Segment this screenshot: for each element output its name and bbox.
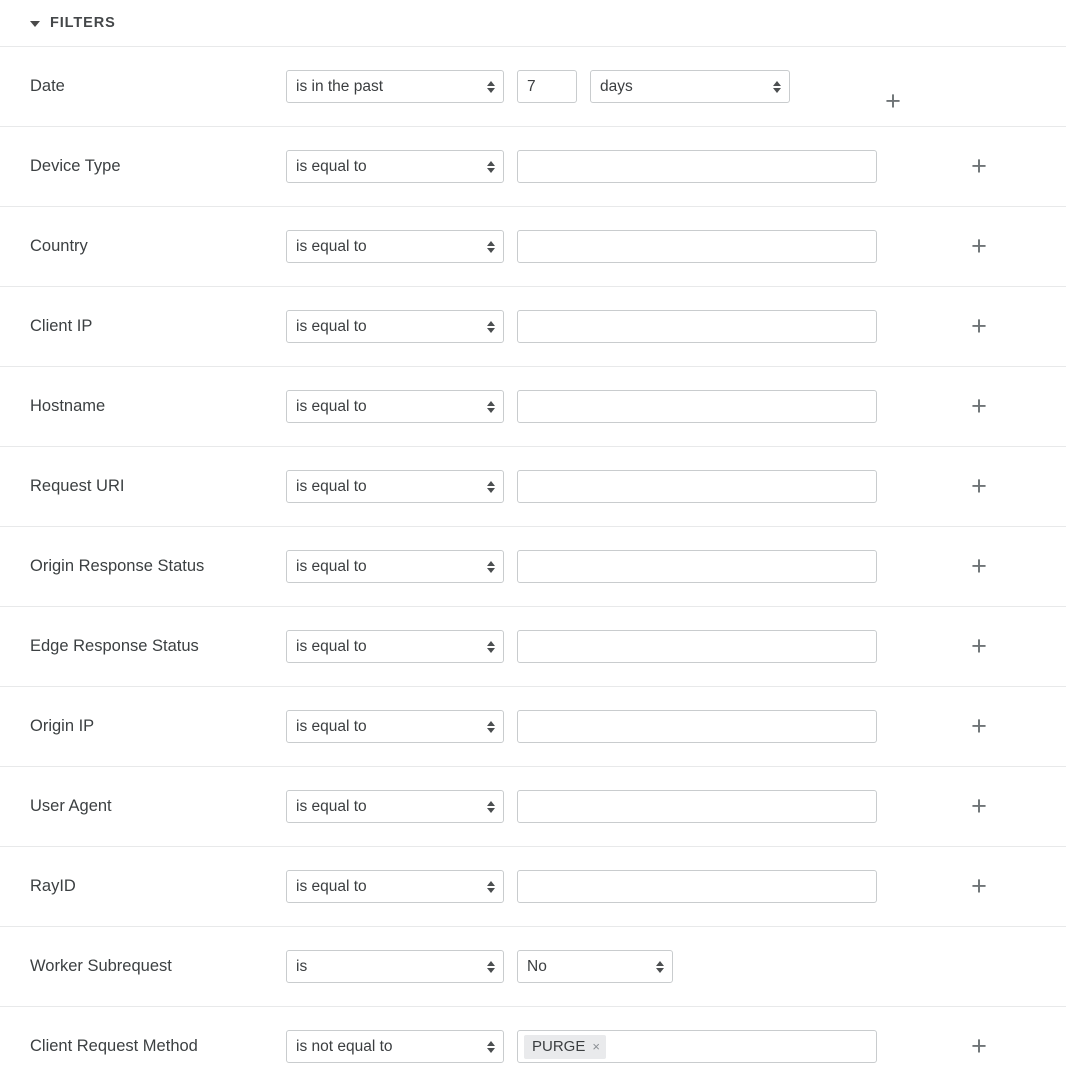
value-input-edge-response-status[interactable] — [517, 630, 877, 663]
filter-label-rayid: RayID — [30, 876, 76, 895]
filter-label-edge-response-status: Edge Response Status — [30, 636, 199, 655]
operator-select-wrap-worker-subrequest — [286, 950, 504, 983]
filter-label-user-agent: User Agent — [30, 796, 112, 815]
operator-select-origin-ip[interactable] — [286, 710, 504, 743]
filter-label-worker-subrequest: Worker Subrequest — [30, 956, 172, 975]
operator-select-wrap-rayid — [286, 870, 504, 903]
value-select-wrap-worker-subrequest — [517, 950, 673, 983]
tag-input-client-request-method[interactable] — [517, 1030, 877, 1063]
operator-select-device-type[interactable] — [286, 150, 504, 183]
add-filter-button-client-request-method[interactable]: + — [971, 1030, 987, 1061]
filter-label-origin-response-status: Origin Response Status — [30, 556, 205, 575]
filter-label-date: Date — [30, 76, 65, 95]
filter-label-request-uri: Request URI — [30, 476, 125, 495]
add-filter-button-country[interactable]: + — [971, 230, 987, 261]
operator-select-wrap-request-uri — [286, 470, 504, 503]
add-filter-button-device-type[interactable]: + — [971, 150, 987, 181]
filter-label-client-request-method: Client Request Method — [30, 1036, 198, 1055]
value-input-user-agent[interactable] — [517, 790, 877, 823]
filter-row-user-agent — [0, 766, 1066, 846]
operator-select-wrap-device-type — [286, 150, 504, 183]
operator-select-wrap-country — [286, 230, 504, 263]
add-filter-button-user-agent[interactable]: + — [971, 790, 987, 821]
add-filter-button-request-uri[interactable]: + — [971, 470, 987, 501]
filter-label-hostname: Hostname — [30, 396, 106, 415]
filter-fields-user-agent — [286, 790, 1066, 823]
filter-label-country: Country — [30, 236, 88, 255]
add-filter-button-client-ip[interactable]: + — [971, 310, 987, 341]
operator-select-rayid[interactable] — [286, 870, 504, 903]
filter-fields-country — [286, 230, 1066, 263]
filter-tag-purge — [524, 1035, 606, 1059]
filter-fields-device-type — [286, 150, 1066, 183]
operator-select-wrap-date — [286, 70, 504, 103]
filter-fields-worker-subrequest — [286, 950, 1066, 983]
operator-select-user-agent[interactable] — [286, 790, 504, 823]
filter-fields-client-request-method — [286, 1030, 1066, 1063]
filter-fields-origin-ip — [286, 710, 1066, 743]
filter-fields-edge-response-status — [286, 630, 1066, 663]
filter-label-client-ip: Client IP — [30, 316, 93, 335]
value-input-country[interactable] — [517, 230, 877, 263]
filter-row-date — [0, 46, 1066, 126]
operator-select-country[interactable] — [286, 230, 504, 263]
operator-select-wrap-user-agent — [286, 790, 504, 823]
operator-select-wrap-client-ip — [286, 310, 504, 343]
operator-select-request-uri[interactable] — [286, 470, 504, 503]
filter-row-worker-subrequest — [0, 926, 1066, 1006]
filter-row-origin-ip — [0, 686, 1066, 766]
date-unit-select[interactable] — [590, 70, 790, 103]
operator-select-origin-response-status[interactable] — [286, 550, 504, 583]
value-input-origin-ip[interactable] — [517, 710, 877, 743]
caret-down-icon[interactable] — [30, 21, 40, 27]
operator-select-edge-response-status[interactable] — [286, 630, 504, 663]
add-filter-button-origin-response-status[interactable]: + — [971, 550, 987, 581]
filter-label-origin-ip: Origin IP — [30, 716, 95, 735]
add-filter-button-rayid[interactable]: + — [971, 870, 987, 901]
filter-row-client-request-method — [0, 1006, 1066, 1086]
operator-select-hostname[interactable] — [286, 390, 504, 423]
operator-select-client-request-method[interactable] — [286, 1030, 504, 1063]
add-filter-button-origin-ip[interactable]: + — [971, 710, 987, 741]
filter-fields-date — [286, 70, 1066, 103]
operator-select-wrap-origin-response-status — [286, 550, 504, 583]
operator-select-worker-subrequest[interactable] — [286, 950, 504, 983]
remove-tag-icon[interactable]: × — [592, 1039, 600, 1054]
filter-tag-label: PURGE — [532, 1038, 586, 1055]
filter-row-client-ip — [0, 286, 1066, 366]
filters-title: FILTERS — [50, 15, 116, 31]
value-input-origin-response-status[interactable] — [517, 550, 877, 583]
filter-row-request-uri — [0, 446, 1066, 526]
filter-fields-hostname — [286, 390, 1066, 423]
add-filter-button-edge-response-status[interactable]: + — [971, 630, 987, 661]
filter-row-device-type — [0, 126, 1066, 206]
filter-row-edge-response-status — [0, 606, 1066, 686]
date-amount-input[interactable] — [517, 70, 577, 103]
filter-fields-request-uri — [286, 470, 1066, 503]
filter-row-country — [0, 206, 1066, 286]
operator-select-wrap-origin-ip — [286, 710, 504, 743]
operator-select-client-ip[interactable] — [286, 310, 504, 343]
filter-row-rayid — [0, 846, 1066, 926]
value-input-request-uri[interactable] — [517, 470, 877, 503]
operator-select-date[interactable] — [286, 70, 504, 103]
filter-fields-rayid — [286, 870, 1066, 903]
value-input-device-type[interactable] — [517, 150, 877, 183]
operator-select-wrap-client-request-method — [286, 1030, 504, 1063]
value-select-worker-subrequest[interactable] — [517, 950, 673, 983]
filter-label-device-type: Device Type — [30, 156, 121, 175]
filters-header[interactable] — [0, 0, 1066, 46]
filter-fields-client-ip — [286, 310, 1066, 343]
value-input-hostname[interactable] — [517, 390, 877, 423]
value-input-rayid[interactable] — [517, 870, 877, 903]
value-input-client-ip[interactable] — [517, 310, 877, 343]
filter-fields-origin-response-status — [286, 550, 1066, 583]
add-filter-button-hostname[interactable]: + — [971, 390, 987, 421]
add-filter-button-date[interactable]: + — [885, 86, 901, 116]
operator-select-wrap-hostname — [286, 390, 504, 423]
date-unit-select-wrap — [590, 70, 790, 103]
filter-row-hostname — [0, 366, 1066, 446]
operator-select-wrap-edge-response-status — [286, 630, 504, 663]
filter-row-origin-response-status — [0, 526, 1066, 606]
